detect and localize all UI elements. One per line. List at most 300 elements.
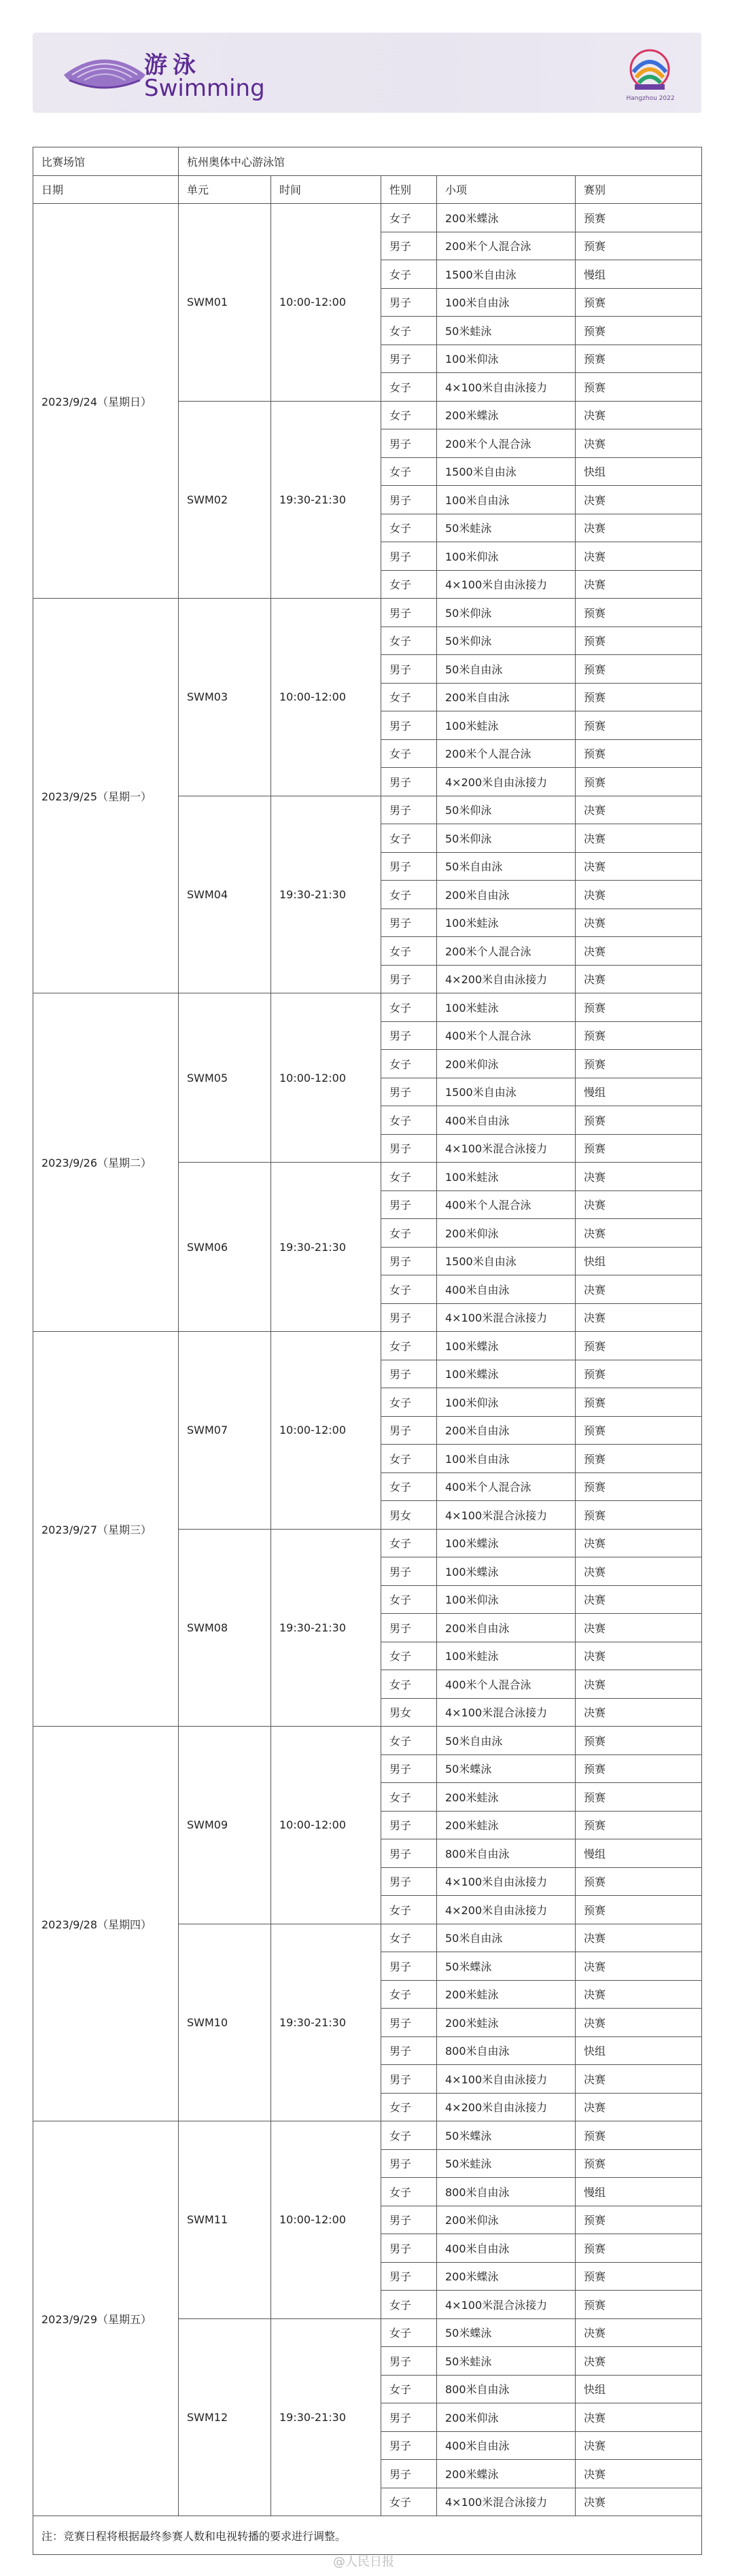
stage-cell: 决赛 bbox=[576, 570, 702, 599]
gender-cell: 女子 bbox=[381, 1980, 437, 2009]
gender-cell: 女子 bbox=[381, 993, 437, 1022]
event-cell: 400米个人混合泳 bbox=[437, 1021, 576, 1050]
event-cell: 50米仰泳 bbox=[437, 599, 576, 627]
venue-row bbox=[33, 147, 702, 176]
gender-cell: 男子 bbox=[381, 2065, 437, 2094]
time-cell: 19:30-21:30 bbox=[271, 401, 381, 599]
gender-cell: 女子 bbox=[381, 204, 437, 232]
event-cell: 200米仰泳 bbox=[437, 2403, 576, 2432]
stage-cell: 决赛 bbox=[576, 1585, 702, 1614]
event-cell: 50米蛙泳 bbox=[437, 2347, 576, 2376]
gender-cell: 男子 bbox=[381, 1416, 437, 1445]
event-cell: 200米自由泳 bbox=[437, 683, 576, 711]
stage-cell: 预赛 bbox=[576, 768, 702, 796]
note-row bbox=[33, 2516, 702, 2555]
event-cell: 1500米自由泳 bbox=[437, 457, 576, 486]
stage-cell: 预赛 bbox=[576, 627, 702, 655]
stage-cell: 预赛 bbox=[576, 1783, 702, 1812]
event-cell: 50米自由泳 bbox=[437, 852, 576, 881]
stage-cell: 决赛 bbox=[576, 937, 702, 966]
stage-cell: 预赛 bbox=[576, 1021, 702, 1050]
event-cell: 100米蛙泳 bbox=[437, 1642, 576, 1670]
stage-cell: 决赛 bbox=[576, 1698, 702, 1727]
stage-cell: 决赛 bbox=[576, 429, 702, 458]
gender-cell: 男子 bbox=[381, 1247, 437, 1275]
unit-cell: SWM12 bbox=[179, 2318, 271, 2516]
event-cell: 400米自由泳 bbox=[437, 1106, 576, 1135]
column-header: 小项 bbox=[437, 175, 576, 204]
gender-cell: 女子 bbox=[381, 570, 437, 599]
stage-cell: 决赛 bbox=[576, 2488, 702, 2516]
gender-cell: 男子 bbox=[381, 1839, 437, 1868]
gender-cell: 男子 bbox=[381, 1867, 437, 1896]
event-cell: 4×200米自由泳接力 bbox=[437, 965, 576, 993]
gender-cell: 女子 bbox=[381, 1670, 437, 1699]
stage-cell: 决赛 bbox=[576, 1980, 702, 2009]
event-cell: 200米个人混合泳 bbox=[437, 937, 576, 966]
event-cell: 50米蝶泳 bbox=[437, 1952, 576, 1981]
asian-games-emblem-icon bbox=[616, 45, 684, 102]
gender-cell: 男子 bbox=[381, 345, 437, 373]
gender-cell: 男子 bbox=[381, 2262, 437, 2291]
page-title-en: Swimming bbox=[144, 75, 265, 102]
watermark: @人民日报 bbox=[333, 2555, 394, 2569]
gender-cell: 男子 bbox=[381, 1190, 437, 1219]
event-cell: 1500米自由泳 bbox=[437, 1078, 576, 1106]
gender-cell: 女子 bbox=[381, 2121, 437, 2150]
event-cell: 50米蛙泳 bbox=[437, 317, 576, 345]
gender-cell: 女子 bbox=[381, 2488, 437, 2516]
gender-cell: 女子 bbox=[381, 1163, 437, 1191]
stage-cell: 决赛 bbox=[576, 542, 702, 571]
stage-cell: 预赛 bbox=[576, 1727, 702, 1755]
unit-cell: SWM10 bbox=[179, 1924, 271, 2121]
table-row bbox=[33, 2121, 702, 2150]
stage-cell: 决赛 bbox=[576, 1924, 702, 1952]
unit-cell: SWM05 bbox=[179, 993, 271, 1163]
gender-cell: 女子 bbox=[381, 1050, 437, 1078]
column-header: 日期 bbox=[33, 175, 179, 204]
date-cell: 2023/9/27（星期三） bbox=[33, 1332, 179, 1727]
event-cell: 4×200米自由泳接力 bbox=[437, 768, 576, 796]
event-cell: 100米蛙泳 bbox=[437, 711, 576, 740]
event-cell: 200米仰泳 bbox=[437, 1050, 576, 1078]
stage-cell: 决赛 bbox=[576, 1219, 702, 1248]
stage-cell: 预赛 bbox=[576, 1050, 702, 1078]
gender-cell: 男子 bbox=[381, 1952, 437, 1981]
event-cell: 100米蝶泳 bbox=[437, 1332, 576, 1360]
gender-cell: 男子 bbox=[381, 655, 437, 684]
event-cell: 50米自由泳 bbox=[437, 1727, 576, 1755]
venue-value-cell: 杭州奥体中心游泳馆 bbox=[179, 147, 702, 176]
stage-cell: 快组 bbox=[576, 1247, 702, 1275]
event-cell: 100米仰泳 bbox=[437, 1388, 576, 1417]
venue-label-cell: 比赛场馆 bbox=[33, 147, 179, 176]
stage-cell: 决赛 bbox=[576, 1952, 702, 1981]
stage-cell: 预赛 bbox=[576, 1106, 702, 1135]
gender-cell: 男子 bbox=[381, 908, 437, 937]
gender-cell: 男子 bbox=[381, 1754, 437, 1783]
event-cell: 4×200米自由泳接力 bbox=[437, 1896, 576, 1924]
stage-cell: 预赛 bbox=[576, 2291, 702, 2319]
event-cell: 800米自由泳 bbox=[437, 2375, 576, 2403]
stage-cell: 决赛 bbox=[576, 2009, 702, 2037]
gender-cell: 女子 bbox=[381, 1388, 437, 1417]
table-row bbox=[33, 993, 702, 1022]
gender-cell: 男子 bbox=[381, 2036, 437, 2065]
unit-cell: SWM03 bbox=[179, 599, 271, 796]
gender-cell: 女子 bbox=[381, 1445, 437, 1473]
stage-cell: 决赛 bbox=[576, 2318, 702, 2347]
gender-cell: 男子 bbox=[381, 796, 437, 824]
event-cell: 800米自由泳 bbox=[437, 2036, 576, 2065]
gender-cell: 男子 bbox=[381, 2206, 437, 2234]
gender-cell: 男子 bbox=[381, 1360, 437, 1388]
unit-cell: SWM02 bbox=[179, 401, 271, 599]
stage-cell: 慢组 bbox=[576, 1078, 702, 1106]
gender-cell: 女子 bbox=[381, 2375, 437, 2403]
event-cell: 100米蝶泳 bbox=[437, 1360, 576, 1388]
event-cell: 100米仰泳 bbox=[437, 1585, 576, 1614]
event-cell: 200米蛙泳 bbox=[437, 2009, 576, 2037]
page-title-cn: 游泳 bbox=[144, 52, 201, 79]
event-cell: 400米个人混合泳 bbox=[437, 1190, 576, 1219]
gender-cell: 女子 bbox=[381, 2178, 437, 2206]
stage-cell: 预赛 bbox=[576, 232, 702, 260]
schedule-table-wrapper bbox=[33, 147, 701, 2555]
event-cell: 100米蝶泳 bbox=[437, 1529, 576, 1557]
gender-cell: 男子 bbox=[381, 1557, 437, 1586]
stage-cell: 决赛 bbox=[576, 2093, 702, 2121]
gender-cell: 男子 bbox=[381, 288, 437, 317]
stage-cell: 慢组 bbox=[576, 1839, 702, 1868]
gender-cell: 女子 bbox=[381, 260, 437, 289]
time-cell: 19:30-21:30 bbox=[271, 1529, 381, 1727]
stage-cell: 慢组 bbox=[576, 2178, 702, 2206]
event-cell: 50米仰泳 bbox=[437, 627, 576, 655]
event-cell: 100米自由泳 bbox=[437, 288, 576, 317]
gender-cell: 男子 bbox=[381, 1078, 437, 1106]
stage-cell: 预赛 bbox=[576, 1416, 702, 1445]
event-cell: 400米个人混合泳 bbox=[437, 1472, 576, 1501]
time-cell: 19:30-21:30 bbox=[271, 796, 381, 993]
stage-cell: 决赛 bbox=[576, 1275, 702, 1304]
stage-cell: 预赛 bbox=[576, 1445, 702, 1473]
schedule-table bbox=[33, 147, 702, 2555]
fan-logo-icon bbox=[57, 48, 152, 95]
stage-cell: 决赛 bbox=[576, 2065, 702, 2094]
gender-cell: 男子 bbox=[381, 852, 437, 881]
event-cell: 100米蝶泳 bbox=[437, 1557, 576, 1586]
date-cell: 2023/9/25（星期一） bbox=[33, 599, 179, 993]
event-cell: 800米自由泳 bbox=[437, 1839, 576, 1868]
event-cell: 200米蝶泳 bbox=[437, 2460, 576, 2488]
stage-cell: 预赛 bbox=[576, 1501, 702, 1530]
stage-cell: 决赛 bbox=[576, 1557, 702, 1586]
gender-cell: 女子 bbox=[381, 1783, 437, 1812]
gender-cell: 男女 bbox=[381, 1698, 437, 1727]
stage-cell: 决赛 bbox=[576, 796, 702, 824]
event-cell: 200米个人混合泳 bbox=[437, 232, 576, 260]
gender-cell: 男子 bbox=[381, 232, 437, 260]
stage-cell: 预赛 bbox=[576, 317, 702, 345]
table-row bbox=[33, 1727, 702, 1755]
stage-cell: 预赛 bbox=[576, 345, 702, 373]
event-cell: 4×100米混合泳接力 bbox=[437, 2488, 576, 2516]
gender-cell: 男子 bbox=[381, 2149, 437, 2178]
event-cell: 100米自由泳 bbox=[437, 1445, 576, 1473]
time-cell: 10:00-12:00 bbox=[271, 1727, 381, 1924]
event-cell: 50米仰泳 bbox=[437, 796, 576, 824]
gender-cell: 女子 bbox=[381, 937, 437, 966]
event-cell: 200米蝶泳 bbox=[437, 2262, 576, 2291]
event-cell: 50米蝶泳 bbox=[437, 1754, 576, 1783]
stage-cell: 决赛 bbox=[576, 1163, 702, 1191]
event-cell: 200米蛙泳 bbox=[437, 1811, 576, 1839]
gender-cell: 女子 bbox=[381, 1585, 437, 1614]
stage-cell: 预赛 bbox=[576, 1754, 702, 1783]
time-cell: 10:00-12:00 bbox=[271, 599, 381, 796]
event-cell: 4×100米混合泳接力 bbox=[437, 1134, 576, 1163]
date-cell: 2023/9/26（星期二） bbox=[33, 993, 179, 1332]
event-cell: 200米蛙泳 bbox=[437, 1980, 576, 2009]
event-cell: 50米自由泳 bbox=[437, 1924, 576, 1952]
event-cell: 200米自由泳 bbox=[437, 1614, 576, 1642]
stage-cell: 决赛 bbox=[576, 965, 702, 993]
stage-cell: 决赛 bbox=[576, 2347, 702, 2376]
stage-cell: 决赛 bbox=[576, 401, 702, 429]
gender-cell: 男子 bbox=[381, 2403, 437, 2432]
table-row bbox=[33, 599, 702, 627]
event-cell: 4×100米混合泳接力 bbox=[437, 2291, 576, 2319]
gender-cell: 男子 bbox=[381, 2460, 437, 2488]
stage-cell: 预赛 bbox=[576, 599, 702, 627]
date-cell: 2023/9/29（星期五） bbox=[33, 2121, 179, 2516]
table-row bbox=[33, 1332, 702, 1360]
event-cell: 200米个人混合泳 bbox=[437, 429, 576, 458]
gender-cell: 男子 bbox=[381, 1811, 437, 1839]
gender-cell: 女子 bbox=[381, 824, 437, 853]
unit-cell: SWM07 bbox=[179, 1332, 271, 1530]
stage-cell: 预赛 bbox=[576, 2206, 702, 2234]
page-header bbox=[33, 33, 701, 113]
gender-cell: 女子 bbox=[381, 2093, 437, 2121]
event-cell: 800米自由泳 bbox=[437, 2178, 576, 2206]
event-cell: 4×100米混合泳接力 bbox=[437, 1303, 576, 1332]
event-cell: 1500米自由泳 bbox=[437, 260, 576, 289]
time-cell: 19:30-21:30 bbox=[271, 1163, 381, 1332]
event-cell: 4×100米自由泳接力 bbox=[437, 2065, 576, 2094]
event-cell: 50米仰泳 bbox=[437, 824, 576, 853]
time-cell: 10:00-12:00 bbox=[271, 204, 381, 402]
gender-cell: 女子 bbox=[381, 1642, 437, 1670]
event-cell: 4×100米自由泳接力 bbox=[437, 570, 576, 599]
stage-cell: 预赛 bbox=[576, 1332, 702, 1360]
column-header: 单元 bbox=[179, 175, 271, 204]
event-cell: 4×100米自由泳接力 bbox=[437, 1867, 576, 1896]
gender-cell: 男子 bbox=[381, 711, 437, 740]
column-header: 性别 bbox=[381, 175, 437, 204]
event-cell: 100米仰泳 bbox=[437, 345, 576, 373]
stage-cell: 决赛 bbox=[576, 824, 702, 853]
event-cell: 400米自由泳 bbox=[437, 1275, 576, 1304]
stage-cell: 决赛 bbox=[576, 1670, 702, 1699]
header-row bbox=[33, 175, 702, 204]
gender-cell: 女子 bbox=[381, 1275, 437, 1304]
gender-cell: 男女 bbox=[381, 1501, 437, 1530]
gender-cell: 女子 bbox=[381, 373, 437, 402]
stage-cell: 快组 bbox=[576, 2375, 702, 2403]
table-row bbox=[33, 204, 702, 232]
stage-cell: 预赛 bbox=[576, 2262, 702, 2291]
stage-cell: 决赛 bbox=[576, 881, 702, 909]
gender-cell: 女子 bbox=[381, 1219, 437, 1248]
gender-cell: 男子 bbox=[381, 2347, 437, 2376]
stage-cell: 预赛 bbox=[576, 2234, 702, 2263]
gender-cell: 女子 bbox=[381, 683, 437, 711]
event-cell: 50米蛙泳 bbox=[437, 514, 576, 542]
gender-cell: 女子 bbox=[381, 1472, 437, 1501]
emblem-caption: Hangzhou 2022 bbox=[626, 95, 675, 102]
event-cell: 100米仰泳 bbox=[437, 542, 576, 571]
gender-cell: 女子 bbox=[381, 627, 437, 655]
unit-cell: SWM06 bbox=[179, 1163, 271, 1332]
gender-cell: 女子 bbox=[381, 457, 437, 486]
stage-cell: 预赛 bbox=[576, 1134, 702, 1163]
gender-cell: 女子 bbox=[381, 401, 437, 429]
event-cell: 50米蝶泳 bbox=[437, 2318, 576, 2347]
event-cell: 200米蝶泳 bbox=[437, 401, 576, 429]
event-cell: 50米蛙泳 bbox=[437, 2149, 576, 2178]
unit-cell: SWM01 bbox=[179, 204, 271, 402]
unit-cell: SWM04 bbox=[179, 796, 271, 993]
date-cell: 2023/9/24（星期日） bbox=[33, 204, 179, 599]
stage-cell: 决赛 bbox=[576, 908, 702, 937]
gender-cell: 女子 bbox=[381, 1896, 437, 1924]
stage-cell: 决赛 bbox=[576, 2403, 702, 2432]
stage-cell: 预赛 bbox=[576, 655, 702, 684]
time-cell: 10:00-12:00 bbox=[271, 1332, 381, 1530]
gender-cell: 女子 bbox=[381, 739, 437, 768]
stage-cell: 决赛 bbox=[576, 2460, 702, 2488]
stage-cell: 决赛 bbox=[576, 514, 702, 542]
event-cell: 200米个人混合泳 bbox=[437, 739, 576, 768]
stage-cell: 决赛 bbox=[576, 1303, 702, 1332]
event-cell: 50米蝶泳 bbox=[437, 2121, 576, 2150]
gender-cell: 男子 bbox=[381, 2009, 437, 2037]
stage-cell: 决赛 bbox=[576, 2431, 702, 2460]
gender-cell: 女子 bbox=[381, 2291, 437, 2319]
gender-cell: 男子 bbox=[381, 429, 437, 458]
stage-cell: 决赛 bbox=[576, 486, 702, 514]
stage-cell: 决赛 bbox=[576, 1614, 702, 1642]
stage-cell: 预赛 bbox=[576, 204, 702, 232]
gender-cell: 女子 bbox=[381, 1924, 437, 1952]
event-cell: 400米自由泳 bbox=[437, 2234, 576, 2263]
time-cell: 10:00-12:00 bbox=[271, 2121, 381, 2319]
gender-cell: 男子 bbox=[381, 599, 437, 627]
stage-cell: 预赛 bbox=[576, 1867, 702, 1896]
event-cell: 1500米自由泳 bbox=[437, 1247, 576, 1275]
event-cell: 200米自由泳 bbox=[437, 881, 576, 909]
time-cell: 19:30-21:30 bbox=[271, 2318, 381, 2516]
stage-cell: 预赛 bbox=[576, 2121, 702, 2150]
gender-cell: 女子 bbox=[381, 514, 437, 542]
stage-cell: 预赛 bbox=[576, 1811, 702, 1839]
event-cell: 200米蝶泳 bbox=[437, 204, 576, 232]
gender-cell: 男子 bbox=[381, 965, 437, 993]
stage-cell: 预赛 bbox=[576, 1388, 702, 1417]
stage-cell: 预赛 bbox=[576, 683, 702, 711]
unit-cell: SWM09 bbox=[179, 1727, 271, 1924]
gender-cell: 女子 bbox=[381, 1332, 437, 1360]
event-cell: 400米自由泳 bbox=[437, 2431, 576, 2460]
gender-cell: 男子 bbox=[381, 1021, 437, 1050]
gender-cell: 男子 bbox=[381, 1134, 437, 1163]
stage-cell: 决赛 bbox=[576, 1529, 702, 1557]
event-cell: 100米自由泳 bbox=[437, 486, 576, 514]
unit-cell: SWM08 bbox=[179, 1529, 271, 1727]
column-header: 赛别 bbox=[576, 175, 702, 204]
date-cell: 2023/9/28（星期四） bbox=[33, 1727, 179, 2121]
event-cell: 50米自由泳 bbox=[437, 655, 576, 684]
gender-cell: 男子 bbox=[381, 1303, 437, 1332]
event-cell: 4×100米自由泳接力 bbox=[437, 373, 576, 402]
stage-cell: 预赛 bbox=[576, 1896, 702, 1924]
event-cell: 4×100米混合泳接力 bbox=[437, 1501, 576, 1530]
event-cell: 100米蛙泳 bbox=[437, 908, 576, 937]
stage-cell: 决赛 bbox=[576, 1642, 702, 1670]
gender-cell: 男子 bbox=[381, 2431, 437, 2460]
event-cell: 100米蛙泳 bbox=[437, 1163, 576, 1191]
event-cell: 4×200米自由泳接力 bbox=[437, 2093, 576, 2121]
stage-cell: 预赛 bbox=[576, 739, 702, 768]
event-cell: 200米仰泳 bbox=[437, 2206, 576, 2234]
stage-cell: 预赛 bbox=[576, 288, 702, 317]
gender-cell: 男子 bbox=[381, 768, 437, 796]
stage-cell: 预赛 bbox=[576, 2149, 702, 2178]
event-cell: 200米蛙泳 bbox=[437, 1783, 576, 1812]
stage-cell: 快组 bbox=[576, 457, 702, 486]
time-cell: 19:30-21:30 bbox=[271, 1924, 381, 2121]
stage-cell: 决赛 bbox=[576, 1190, 702, 1219]
gender-cell: 男子 bbox=[381, 542, 437, 571]
time-cell: 10:00-12:00 bbox=[271, 993, 381, 1163]
event-cell: 200米仰泳 bbox=[437, 1219, 576, 1248]
gender-cell: 女子 bbox=[381, 2318, 437, 2347]
column-header: 时间 bbox=[271, 175, 381, 204]
gender-cell: 女子 bbox=[381, 1529, 437, 1557]
gender-cell: 女子 bbox=[381, 317, 437, 345]
gender-cell: 女子 bbox=[381, 1106, 437, 1135]
gender-cell: 男子 bbox=[381, 2234, 437, 2263]
event-cell: 400米个人混合泳 bbox=[437, 1670, 576, 1699]
gender-cell: 女子 bbox=[381, 1727, 437, 1755]
stage-cell: 预赛 bbox=[576, 711, 702, 740]
stage-cell: 预赛 bbox=[576, 993, 702, 1022]
gender-cell: 女子 bbox=[381, 881, 437, 909]
unit-cell: SWM11 bbox=[179, 2121, 271, 2319]
stage-cell: 预赛 bbox=[576, 1360, 702, 1388]
event-cell: 100米蛙泳 bbox=[437, 993, 576, 1022]
stage-cell: 快组 bbox=[576, 2036, 702, 2065]
gender-cell: 男子 bbox=[381, 1614, 437, 1642]
stage-cell: 预赛 bbox=[576, 373, 702, 402]
stage-cell: 慢组 bbox=[576, 260, 702, 289]
stage-cell: 预赛 bbox=[576, 1472, 702, 1501]
event-cell: 4×100米混合泳接力 bbox=[437, 1698, 576, 1727]
event-cell: 200米自由泳 bbox=[437, 1416, 576, 1445]
